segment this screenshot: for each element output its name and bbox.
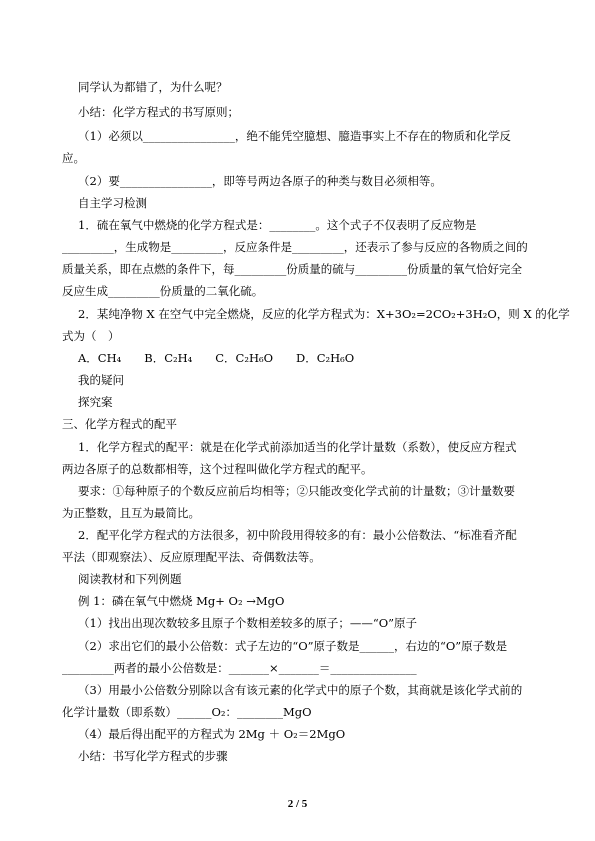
text-line: 1．硫在氧气中燃烧的化学方程式是：________。这个式子不仅表明了反应物是 <box>78 218 477 232</box>
page-number: 2 / 5 <box>287 798 308 810</box>
text-line: （3）用最小公倍数分别除以含有该元素的化学式中的原子个数，其商就是该化学式前的 <box>78 683 523 697</box>
section-heading: 自主学习检测 <box>78 196 147 210</box>
text-line: （2）求出它们的最小公倍数：式子左边的“O”原子数是______，右边的“O”原子数是 <box>78 639 508 653</box>
text-line: 2．某纯净物 X 在空气中完全燃烧，反应的化学方程式为：X+3O₂=2CO₂+3H₂O，则 X 的化学 <box>78 307 570 321</box>
text-line: 化学计量数（即系数）______O₂：________MgO <box>62 705 312 719</box>
text-line: 2．配平化学方程式的方法很多，初中阶段用得较多的有：最小公倍数法、“标准看齐配 <box>78 528 517 542</box>
text-line: _________两者的最小公倍数是：_______×_______＝_______________ <box>62 661 417 675</box>
text-line: 1．化学方程式的配平：就是在化学式前添加适当的化学计量数（系数），使反应方程式 <box>78 440 517 454</box>
text-line: 要求：①每种原子的个数反应前后均相等；②只能改变化学式前的计量数；③计量数要 <box>78 484 515 498</box>
answer-options: A．CH₄ B．C₂H₄ C．C₂H₆O D．C₂H₆O <box>78 351 355 365</box>
text-line: 两边各原子的总数都相等，这个过程叫做化学方程式的配平。 <box>62 462 373 476</box>
text-line: 小结：化学方程式的书写原则； <box>78 105 239 119</box>
text-line: 同学认为都错了，为什么呢？ <box>78 80 228 94</box>
text-line: 为正整数，且互为最简比。 <box>62 506 200 520</box>
text-line: 式为（ ） <box>62 329 120 343</box>
section-heading: 探究案 <box>78 395 113 409</box>
text-line: 反应生成_________份质量的二氧化硫。 <box>62 284 264 298</box>
text-line: （1）必须以________________，绝不能凭空臆想、臆造事实上不存在的物质和化学反 <box>78 129 511 143</box>
text-line: 质量关系，即在点燃的条件下，每_________份质量的硫与_________份质量的氧气恰好完全 <box>62 262 522 276</box>
section-heading: 我的疑问 <box>78 373 124 387</box>
text-line: （4）最后得出配平的方程式为 2Mg ＋ O₂＝2MgO <box>78 727 346 741</box>
section-heading: 阅读教材和下列例题 <box>78 572 182 586</box>
text-line: （1）找出出现次数较多且原子个数相差较多的原子；——“O”原子 <box>78 616 417 630</box>
text-line: 应。 <box>62 151 85 165</box>
section-heading: 三、化学方程式的配平 <box>62 417 177 431</box>
text-line: 例 1：磷在氧气中燃烧 Mg+ O₂ →MgO <box>78 594 285 608</box>
text-line: 平法（即观察法）、反应原理配平法、奇偶数法等。 <box>62 550 321 564</box>
text-line: 小结：书写化学方程式的步骤 <box>78 749 228 763</box>
text-line: （2）要________________，即等号两边各原子的种类与数目必须相等。 <box>78 174 442 188</box>
text-line: _________，生成物是_________，反应条件是_________，还表示了参与反应的各物质之间的 <box>62 240 528 254</box>
